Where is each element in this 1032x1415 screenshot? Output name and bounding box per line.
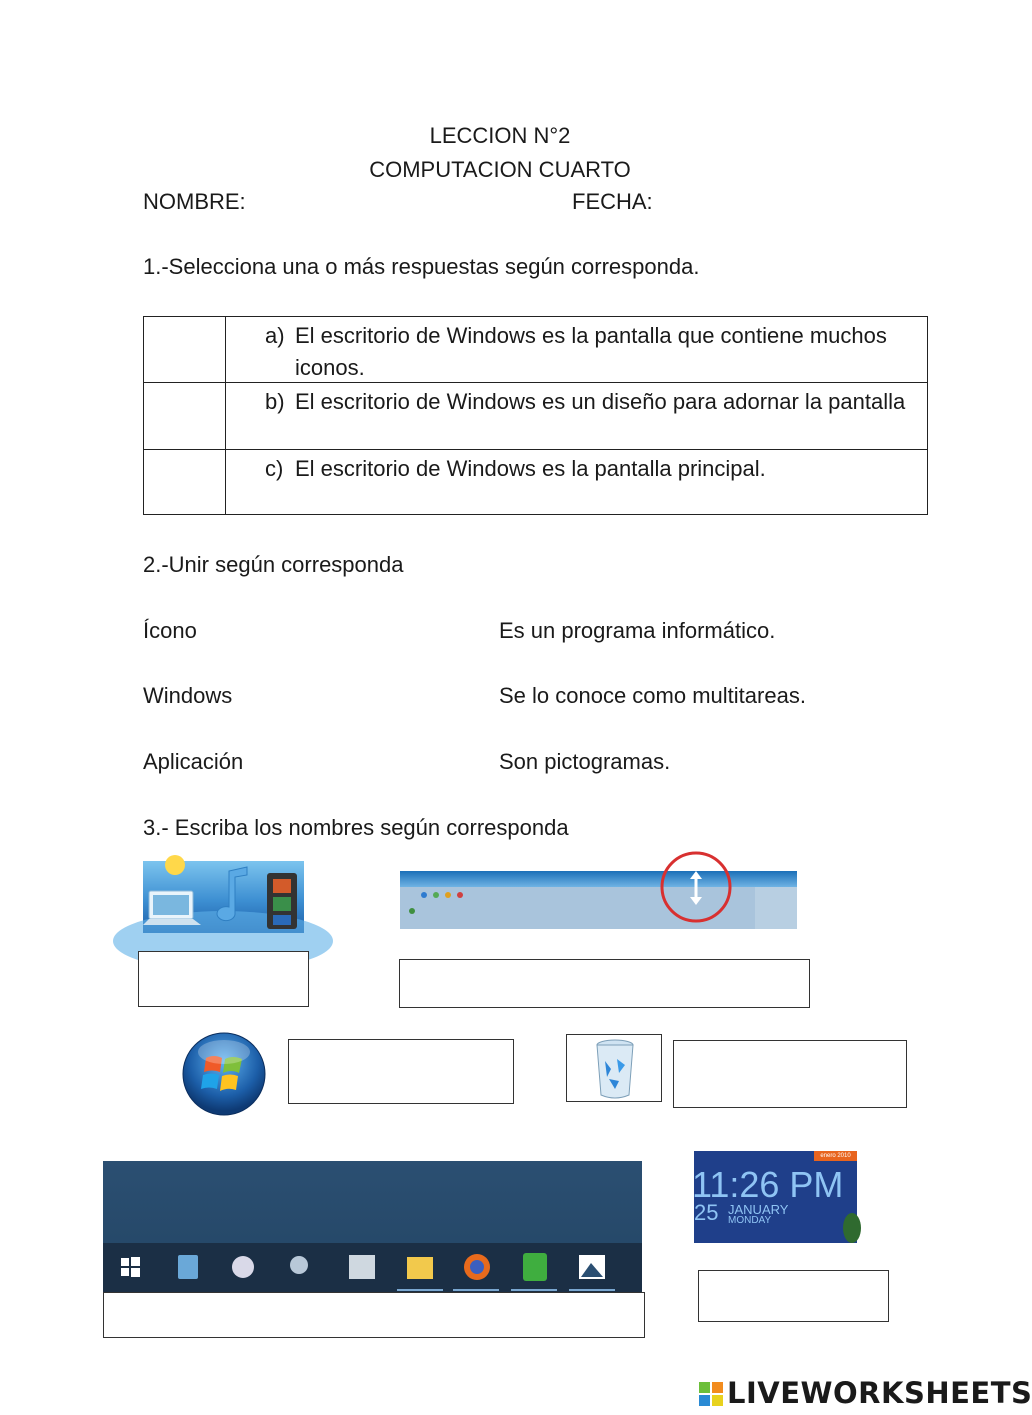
q1-option-text: El escritorio de Windows es la pantalla que contiene muchos iconos. bbox=[295, 323, 887, 380]
lesson-title: LECCION N°2 bbox=[429, 123, 571, 148]
liveworksheets-logo-icon bbox=[697, 1376, 725, 1410]
answer-box-resize[interactable] bbox=[399, 959, 810, 1008]
clock-month: JANUARY bbox=[728, 1202, 789, 1217]
q1-option-text: El escritorio de Windows es un diseño para adornar la pantalla bbox=[295, 389, 906, 414]
q1-prompt: 1.-Selecciona una o más respuestas según corresponda. bbox=[143, 254, 700, 279]
answer-box-clock[interactable] bbox=[698, 1270, 889, 1322]
clock-day: 25 bbox=[694, 1200, 719, 1225]
clock-time: 11:26 PM bbox=[692, 1164, 844, 1205]
q2-term-windows[interactable]: Windows bbox=[143, 683, 233, 708]
q2-definition-2[interactable]: Se lo conoce como multitareas. bbox=[499, 683, 806, 708]
q1-option-letter: c) bbox=[265, 456, 284, 481]
q1-options-table bbox=[143, 316, 928, 515]
answer-box-start[interactable] bbox=[288, 1039, 514, 1104]
q1-answer-cell[interactable] bbox=[144, 317, 226, 382]
q1-option-row bbox=[144, 450, 927, 514]
q1-option-letter: b) bbox=[265, 389, 285, 414]
q1-option-letter: a) bbox=[265, 323, 285, 348]
q2-prompt: 2.-Unir según corresponda bbox=[143, 552, 404, 577]
resize-arrow-icon bbox=[400, 871, 797, 929]
liveworksheets-logo-text: LIVEWORKSHEETS bbox=[727, 1376, 1032, 1410]
q2-definition-1[interactable]: Es un programa informático. bbox=[499, 618, 776, 643]
q2-definition-3[interactable]: Son pictogramas. bbox=[499, 749, 671, 774]
q1-option-text: El escritorio de Windows es la pantalla principal. bbox=[295, 456, 766, 481]
recycle-bin-icon bbox=[567, 1035, 661, 1101]
name-label: NOMBRE: bbox=[143, 189, 246, 214]
answer-box-taskbar[interactable] bbox=[103, 1292, 645, 1338]
liveworksheets-logo bbox=[697, 1376, 1032, 1410]
taskbar-image bbox=[103, 1161, 642, 1293]
clock-gadget-image bbox=[694, 1151, 857, 1243]
q1-answer-cell[interactable] bbox=[144, 383, 226, 449]
answer-box-libraries[interactable] bbox=[138, 951, 309, 1007]
clock-tag: enero 2010 bbox=[814, 1151, 857, 1161]
resize-window-image bbox=[400, 871, 797, 929]
windows-start-logo bbox=[182, 1032, 266, 1116]
lesson-subtitle: COMPUTACION CUARTO bbox=[369, 157, 631, 182]
q1-option-row bbox=[144, 317, 927, 383]
taskbar-icons bbox=[103, 1161, 642, 1293]
clock-decoration bbox=[843, 1213, 861, 1243]
q2-term-icono[interactable]: Ícono bbox=[143, 618, 197, 643]
q2-term-aplicacion[interactable]: Aplicación bbox=[143, 749, 244, 774]
media-libraries-icon bbox=[143, 861, 304, 933]
q1-answer-cell[interactable] bbox=[144, 450, 226, 514]
date-label: FECHA: bbox=[572, 189, 653, 214]
clock-weekday: MONDAY bbox=[728, 1215, 772, 1226]
recycle-bin-image bbox=[566, 1034, 662, 1102]
q1-option-row bbox=[144, 383, 927, 450]
q3-prompt: 3.- Escriba los nombres según corresponda bbox=[143, 815, 569, 840]
answer-box-recycle-bin[interactable] bbox=[673, 1040, 907, 1108]
media-libraries-image bbox=[143, 861, 304, 933]
windows-orb-icon bbox=[182, 1032, 266, 1116]
